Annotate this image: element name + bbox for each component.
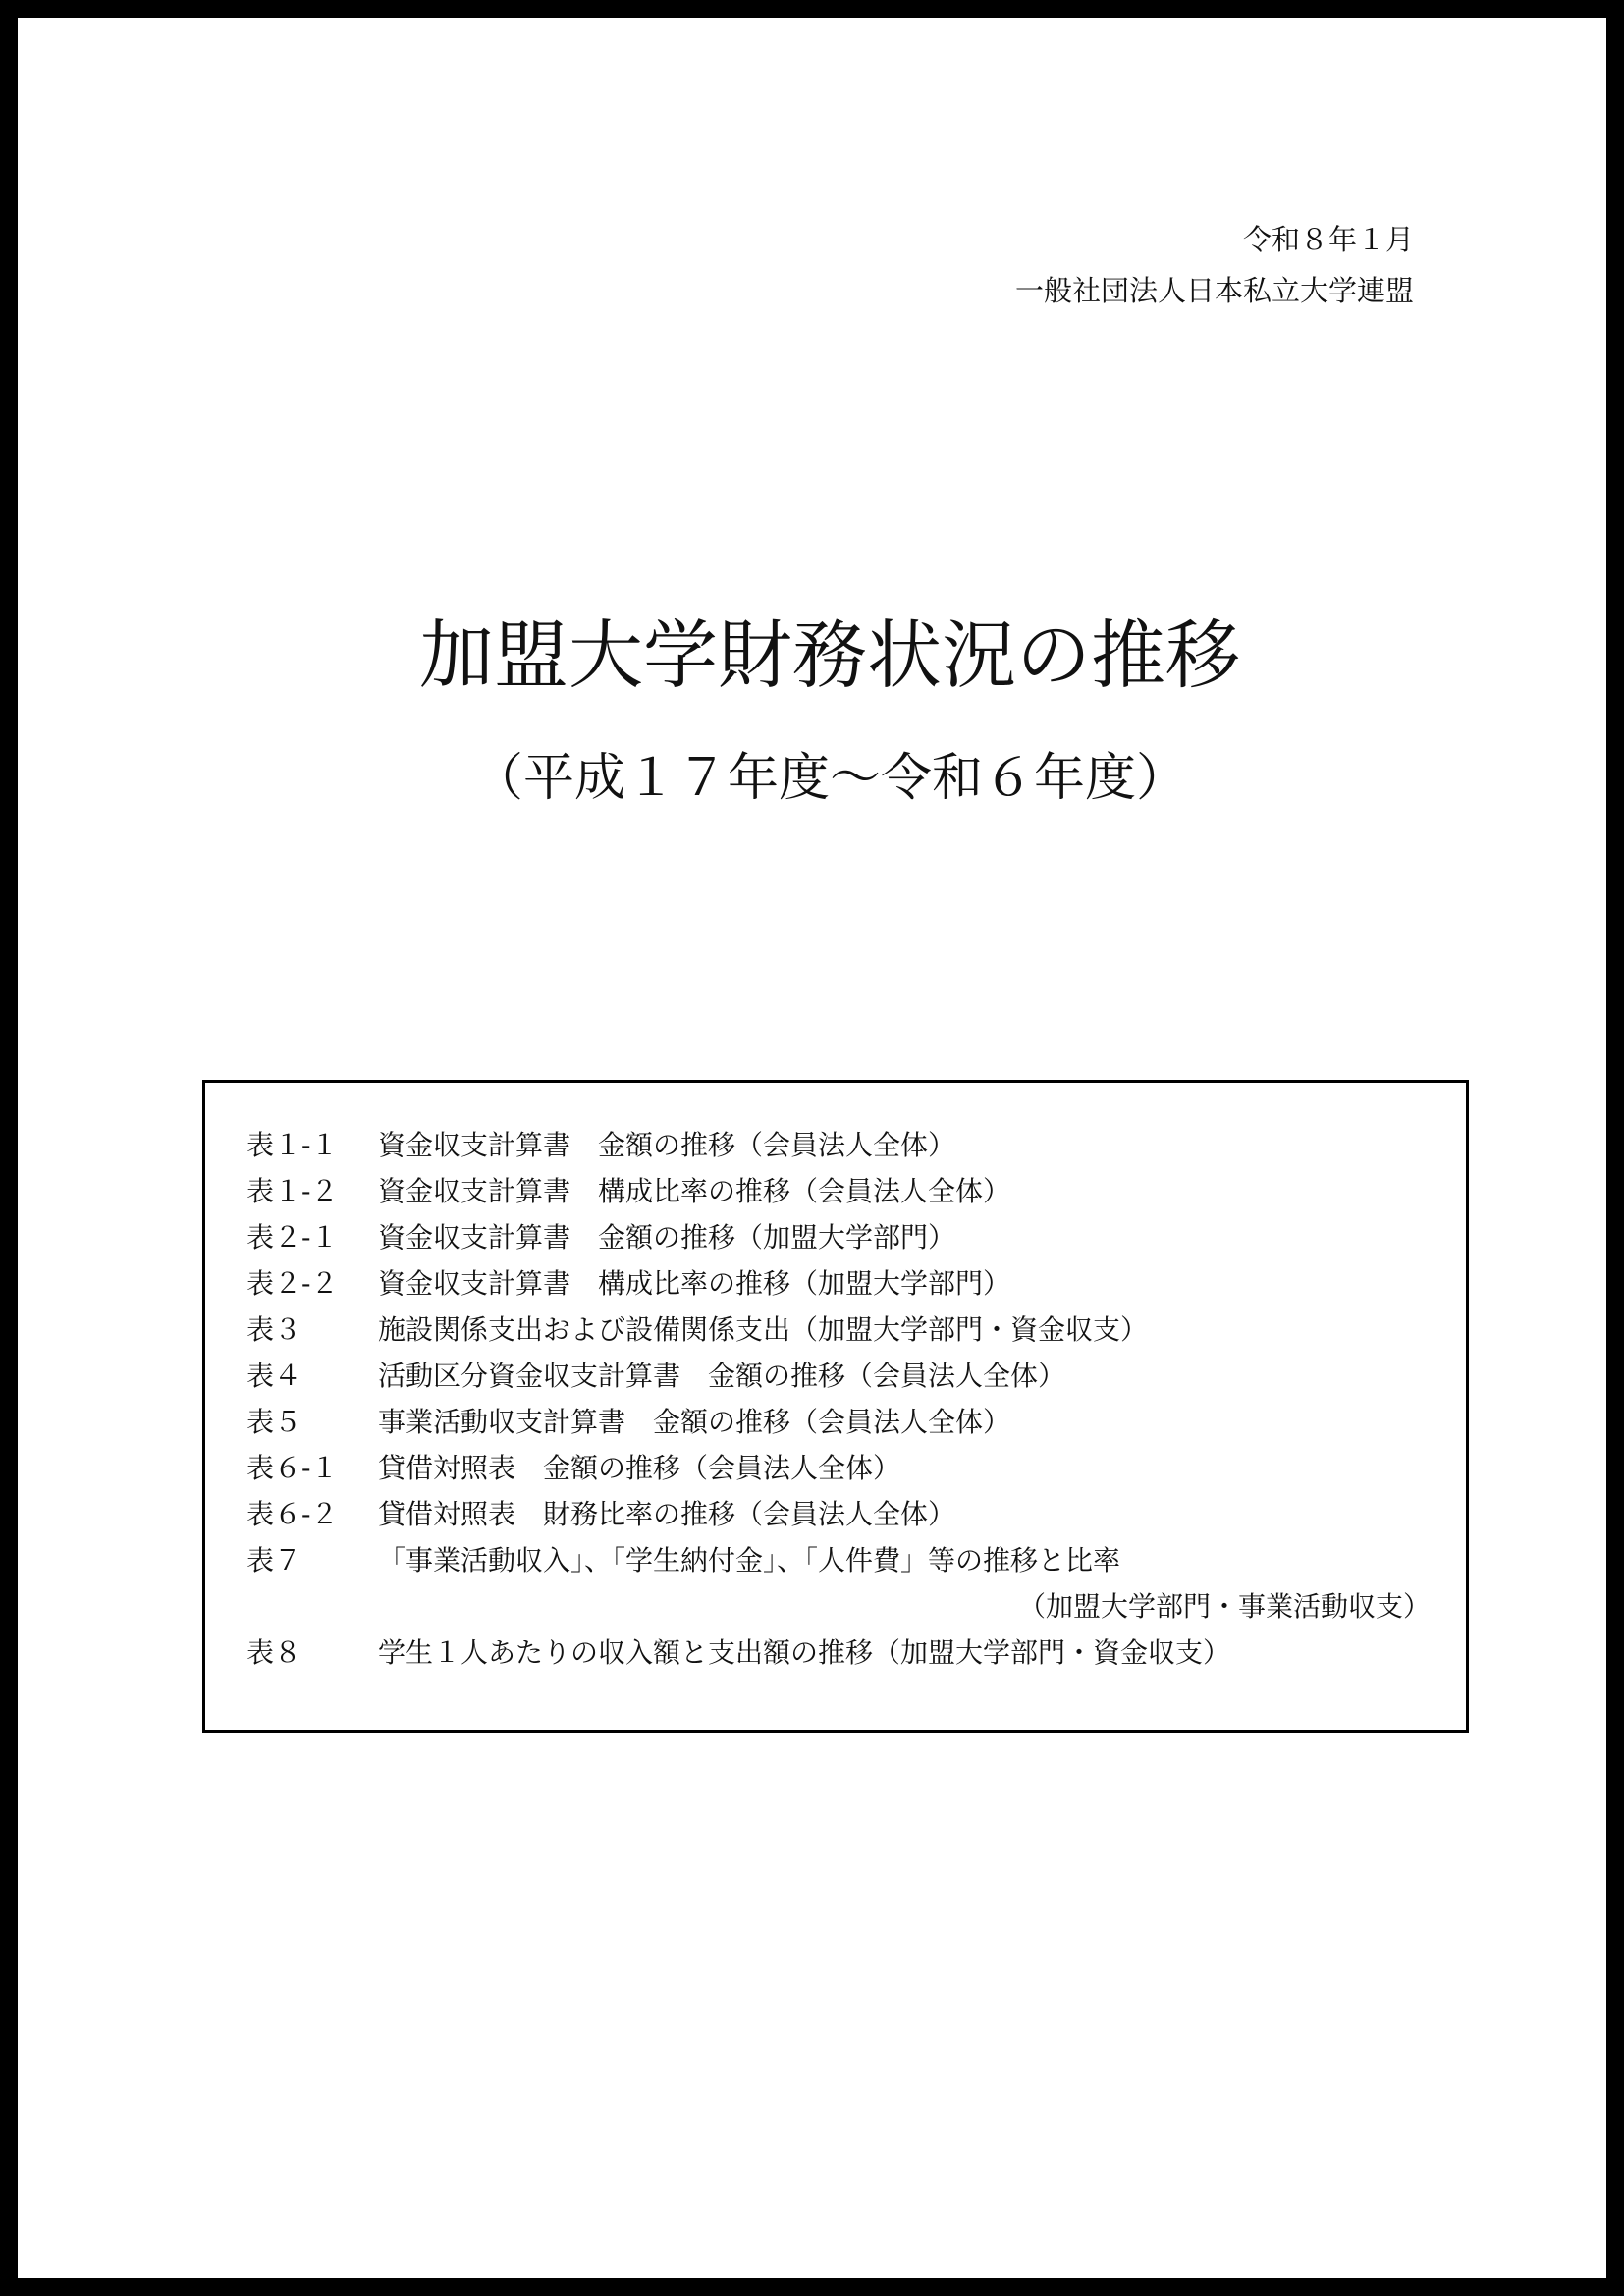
issuing-organization: 一般社団法人日本私立大学連盟 (1014, 274, 1414, 307)
toc-item (246, 1214, 1431, 1260)
toc-item (246, 1399, 1431, 1445)
toc-item-number: 表２-１ (246, 1221, 339, 1254)
toc-item (246, 1122, 1431, 1168)
table-of-contents-box (202, 1080, 1469, 1733)
toc-item-number: 表３ (246, 1313, 302, 1346)
toc-item (246, 1537, 1431, 1629)
toc-item-title: 「事業活動収入」、「学生納付金」、「人件費」等の推移と比率 (378, 1544, 1121, 1576)
issue-date: 令和８年１月 (1242, 223, 1414, 256)
toc-item-title: 活動区分資金収支計算書 金額の推移（会員法人全体） (378, 1360, 1066, 1392)
toc-item (246, 1353, 1431, 1399)
toc-item-number: 表１-２ (246, 1175, 339, 1207)
toc-item-title: 資金収支計算書 金額の推移（会員法人全体） (378, 1129, 956, 1161)
toc-item-number: 表７ (246, 1544, 302, 1576)
toc-item-title: 事業活動収支計算書 金額の推移（会員法人全体） (378, 1406, 1011, 1438)
toc-item-title: 施設関係支出および設備関係支出（加盟大学部門・資金収支） (378, 1313, 1149, 1346)
toc-item-title: 貸借対照表 財務比率の推移（会員法人全体） (378, 1498, 956, 1530)
document-subtitle: （平成１７年度～令和６年度） (471, 749, 1187, 808)
document-title: 加盟大学財務状況の推移 (419, 612, 1240, 699)
toc-item (246, 1491, 1431, 1537)
toc-item (246, 1307, 1431, 1353)
toc-item-continuation: （加盟大学部門・事業活動収支） (1017, 1590, 1431, 1623)
toc-item-title: 資金収支計算書 構成比率の推移（加盟大学部門） (378, 1267, 1011, 1300)
toc-item-number: 表２-２ (246, 1267, 339, 1300)
toc-item-number: 表５ (246, 1406, 302, 1438)
toc-item-number: 表６-１ (246, 1452, 339, 1484)
toc-item-number: 表４ (246, 1360, 302, 1392)
toc-item (246, 1260, 1431, 1307)
toc-item-title: 資金収支計算書 金額の推移（加盟大学部門） (378, 1221, 956, 1254)
toc-item (246, 1445, 1431, 1491)
toc-item-title: 貸借対照表 金額の推移（会員法人全体） (378, 1452, 901, 1484)
header-block (1015, 214, 1414, 316)
toc-item-number: 表１-１ (246, 1129, 339, 1161)
table-of-contents-list (246, 1122, 1431, 1676)
toc-item-title: 学生１人あたりの収入額と支出額の推移（加盟大学部門・資金収支） (378, 1636, 1231, 1669)
toc-item (246, 1629, 1431, 1676)
toc-item-title: 資金収支計算書 構成比率の推移（会員法人全体） (378, 1175, 1011, 1207)
toc-item (246, 1168, 1431, 1214)
toc-item-number: 表６-２ (246, 1498, 339, 1530)
toc-item-number: 表８ (246, 1636, 302, 1669)
